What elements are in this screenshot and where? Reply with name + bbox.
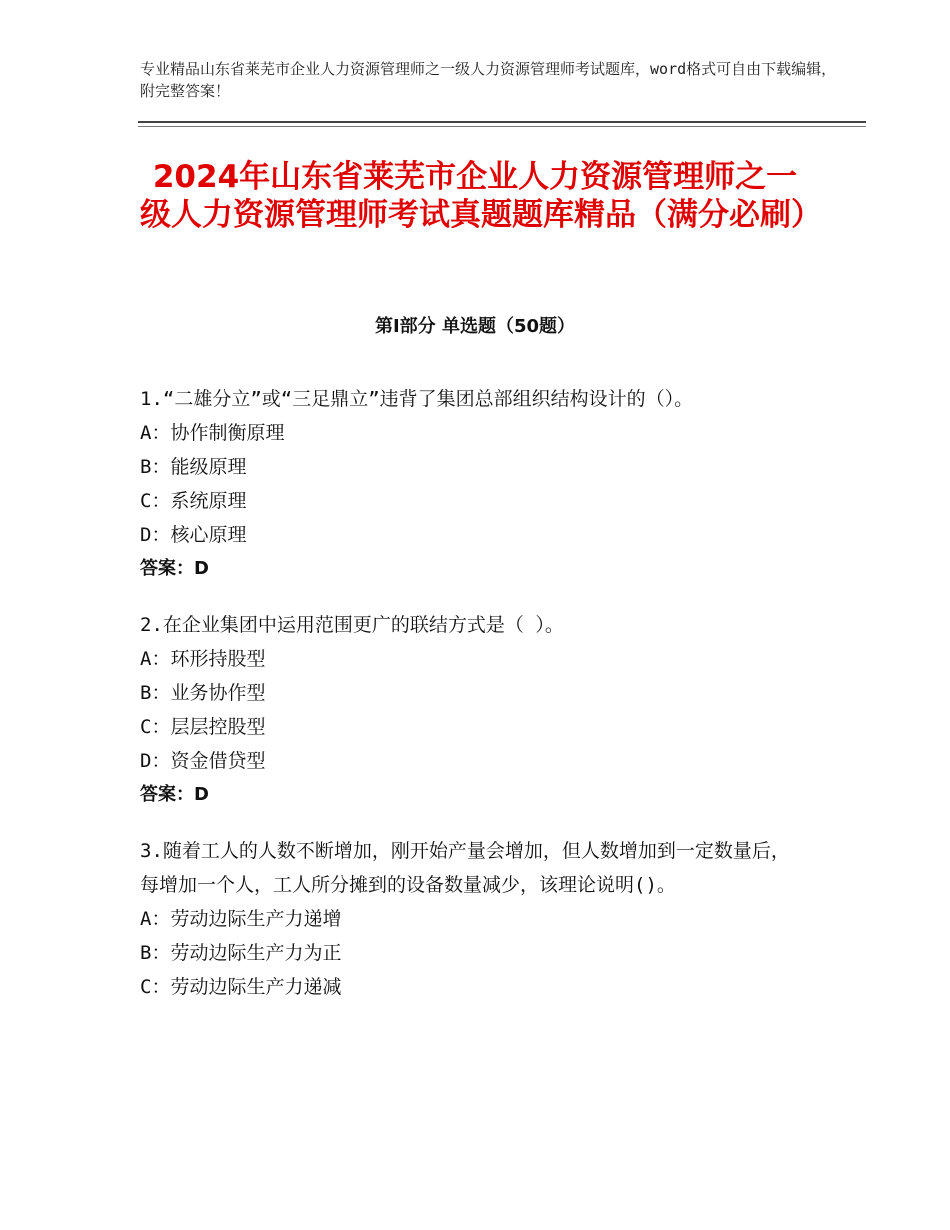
question-stem: 2.在企业集团中运用范围更广的联结方式是（ ）。 [140, 614, 564, 636]
question-stem: 1.“二雄分立”或“三足鼎立”违背了集团总部组织结构设计的（）。 [140, 388, 694, 410]
question-3 [140, 834, 800, 1004]
question-1 [140, 382, 800, 586]
question-stem: 3.随着工人的人数不断增加，刚开始产量会增加，但人数增加到一定数量后，每增加一个人，工人所分摊到的设备数量减少，该理论说明()。 [140, 840, 790, 896]
answer: 答案：D [140, 784, 209, 805]
question-list [140, 382, 800, 1026]
option-b: B：能级原理 [140, 456, 247, 478]
option-d: D：资金借贷型 [140, 750, 266, 772]
option-a: A：劳动边际生产力递增 [140, 908, 342, 930]
option-c: C：系统原理 [140, 490, 247, 512]
option-a: A：协作制衡原理 [140, 422, 285, 444]
answer: 答案：D [140, 558, 209, 579]
header-rule [138, 121, 866, 123]
option-b: B：业务协作型 [140, 682, 266, 704]
document-title: 2024年山东省莱芜市企业人力资源管理师之一级人力资源管理师考试真题题库精品（满分必刷） [140, 159, 822, 233]
section-title: 第Ⅰ部分 单选题（50题） [374, 316, 575, 337]
header-note: 专业精品山东省莱芜市企业人力资源管理师之一级人力资源管理师考试题库，word格式可自由下载编辑，附完整答案！ [140, 60, 837, 100]
option-d: D：核心原理 [140, 524, 247, 546]
question-2 [140, 608, 800, 812]
option-c: C：劳动边际生产力递减 [140, 976, 342, 998]
option-c: C：层层控股型 [140, 716, 266, 738]
header-rule-thin [138, 126, 866, 127]
option-a: A：环形持股型 [140, 648, 266, 670]
option-b: B：劳动边际生产力为正 [140, 942, 342, 964]
